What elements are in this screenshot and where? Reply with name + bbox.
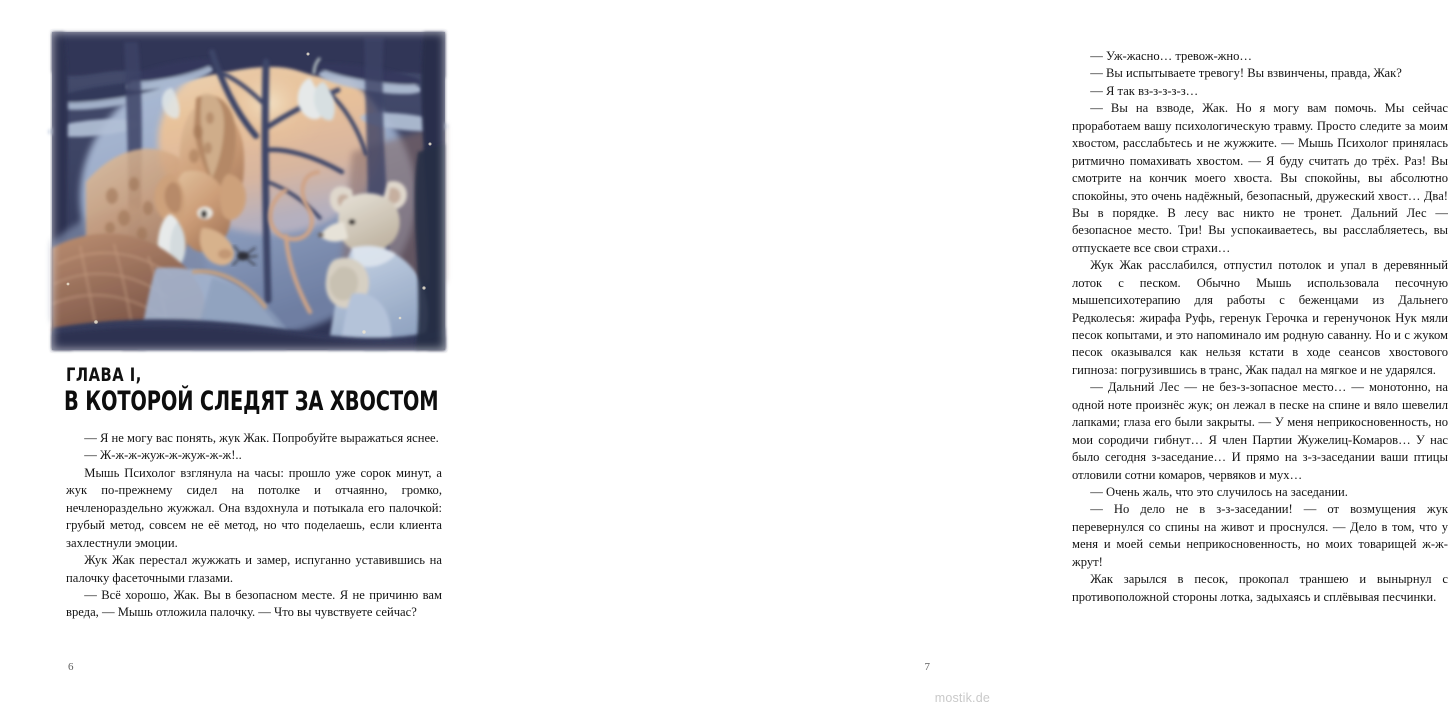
paragraph: — Вы на взводе, Жак. Но я могу вам помочь. Мы сейчас проработаем вашу психологическую травму. Просто следите за моим хвостом, расслабьтесь и не жужжите. — Мышь Психолог принялась ритмично помахивать хвостом. — Я буду считать до трёх. Раз! Вы смотрите на кончик моего хвоста. Вы спокойны, вы абсолютно спокойны, это очень надёжный, безопасный, дружеский хвост… Два! Вы в порядке. В лесу вас никто не тронет. Дальний Лес — безопасное место. Три! Вы успокаиваетесь, вы расслабляетесь, вы отпускаете все свои страхи… [1072, 101, 1448, 255]
paragraph: — Я не могу вас понять, жук Жак. Попробуйте выражаться яснее. [84, 431, 439, 445]
paragraph: — Вы испытываете тревогу! Вы взвинчены, правда, Жак? [1090, 66, 1402, 81]
illustration-canvas [52, 32, 445, 350]
paragraph: — Я так вз-з-з-з-з… [1090, 83, 1199, 98]
paragraph: — Всё хорошо, Жак. Вы в безопасном месте. Я не причиню вам вреда, — Мышь отложила палочку. — Что вы чувствуете сейчас? [66, 587, 442, 620]
page-number-right: 7 [924, 661, 930, 673]
left-page-body [66, 430, 442, 622]
left-page [0, 0, 499, 711]
paragraph: — Уж-жасно… тревож-жно… [1090, 49, 1252, 63]
chapter-kicker: ГЛАВА I, [66, 364, 142, 386]
watermark: mostik.de [934, 691, 990, 705]
right-page [499, 0, 1448, 711]
right-page-body [1072, 48, 1448, 606]
paragraph: Жук Жак перестал жужжать и замер, испуганно уставившись на палочку фасеточными глазами. [66, 553, 442, 585]
page-number-left: 6 [68, 661, 74, 673]
chapter-illustration [52, 32, 445, 350]
illustration-artwork [52, 32, 445, 350]
page-title: В КОТОРОЙ СЛЕДЯТ ЗА ХВОСТОМ [64, 386, 439, 417]
paragraph: — Но дело не в з-з-заседании! — от возмущения жук перевернулся со спины на живот и проснулся. — Дело в том, что у меня и моей семьи неприкосновенность, но моих товарищей ж-ж-жрут! [1072, 502, 1448, 569]
paragraph: — Дальний Лес — не без-з-зопасное место… — монотонно, на одной ноте произнёс жук; он лежал в песке на спине и вяло шевелил лапками; глаза его были закрыты. — У меня неприкосновенность, но мои сородичи гибнут… Я член Партии Жужелиц-Комаров… У нас было сегодня з-заседание… И прямо на з-з-заседании ваши птицы отловили сотни комаров, червяков и мух… [1072, 380, 1448, 482]
paragraph: — Ж-ж-ж-жуж-ж-жуж-ж-ж!.. [84, 448, 242, 463]
paragraph: — Очень жаль, что это случилось на заседании. [1090, 484, 1348, 499]
paragraph: Мышь Психолог взглянула на часы: прошло уже сорок минут, а жук по-прежнему сидел на потолке и отчаянно, громко, нечленораздельно жужжал. Она вздохнула и потыкала его палочкой: грубый метод, совсем не её метод, но что поделаешь, если клиента захлестнули эмоции. [66, 465, 442, 550]
paragraph: Жук Жак расслабился, отпустил потолок и упал в деревянный лоток с песком. Обычно Мышь использовала песочную мышепсихотерапию для работы с беженцами из Дальнего Редколесья: жирафа Руфь, геренук Герочка и геренучонок Нук мяли песок копытами, и это напоминало им родную саванну. Но и с жуком песок оказывался как нельзя кстати в ходе сеансов хвостового гипноза: погрузившись в транс, Жак падал на мягкое и не ударялся. [1072, 258, 1448, 377]
paragraph: Жак зарылся в песок, прокопал траншею и вынырнул с противоположной стороны лотка, задыхаясь и сплёвывая песчинки. [1072, 572, 1448, 604]
